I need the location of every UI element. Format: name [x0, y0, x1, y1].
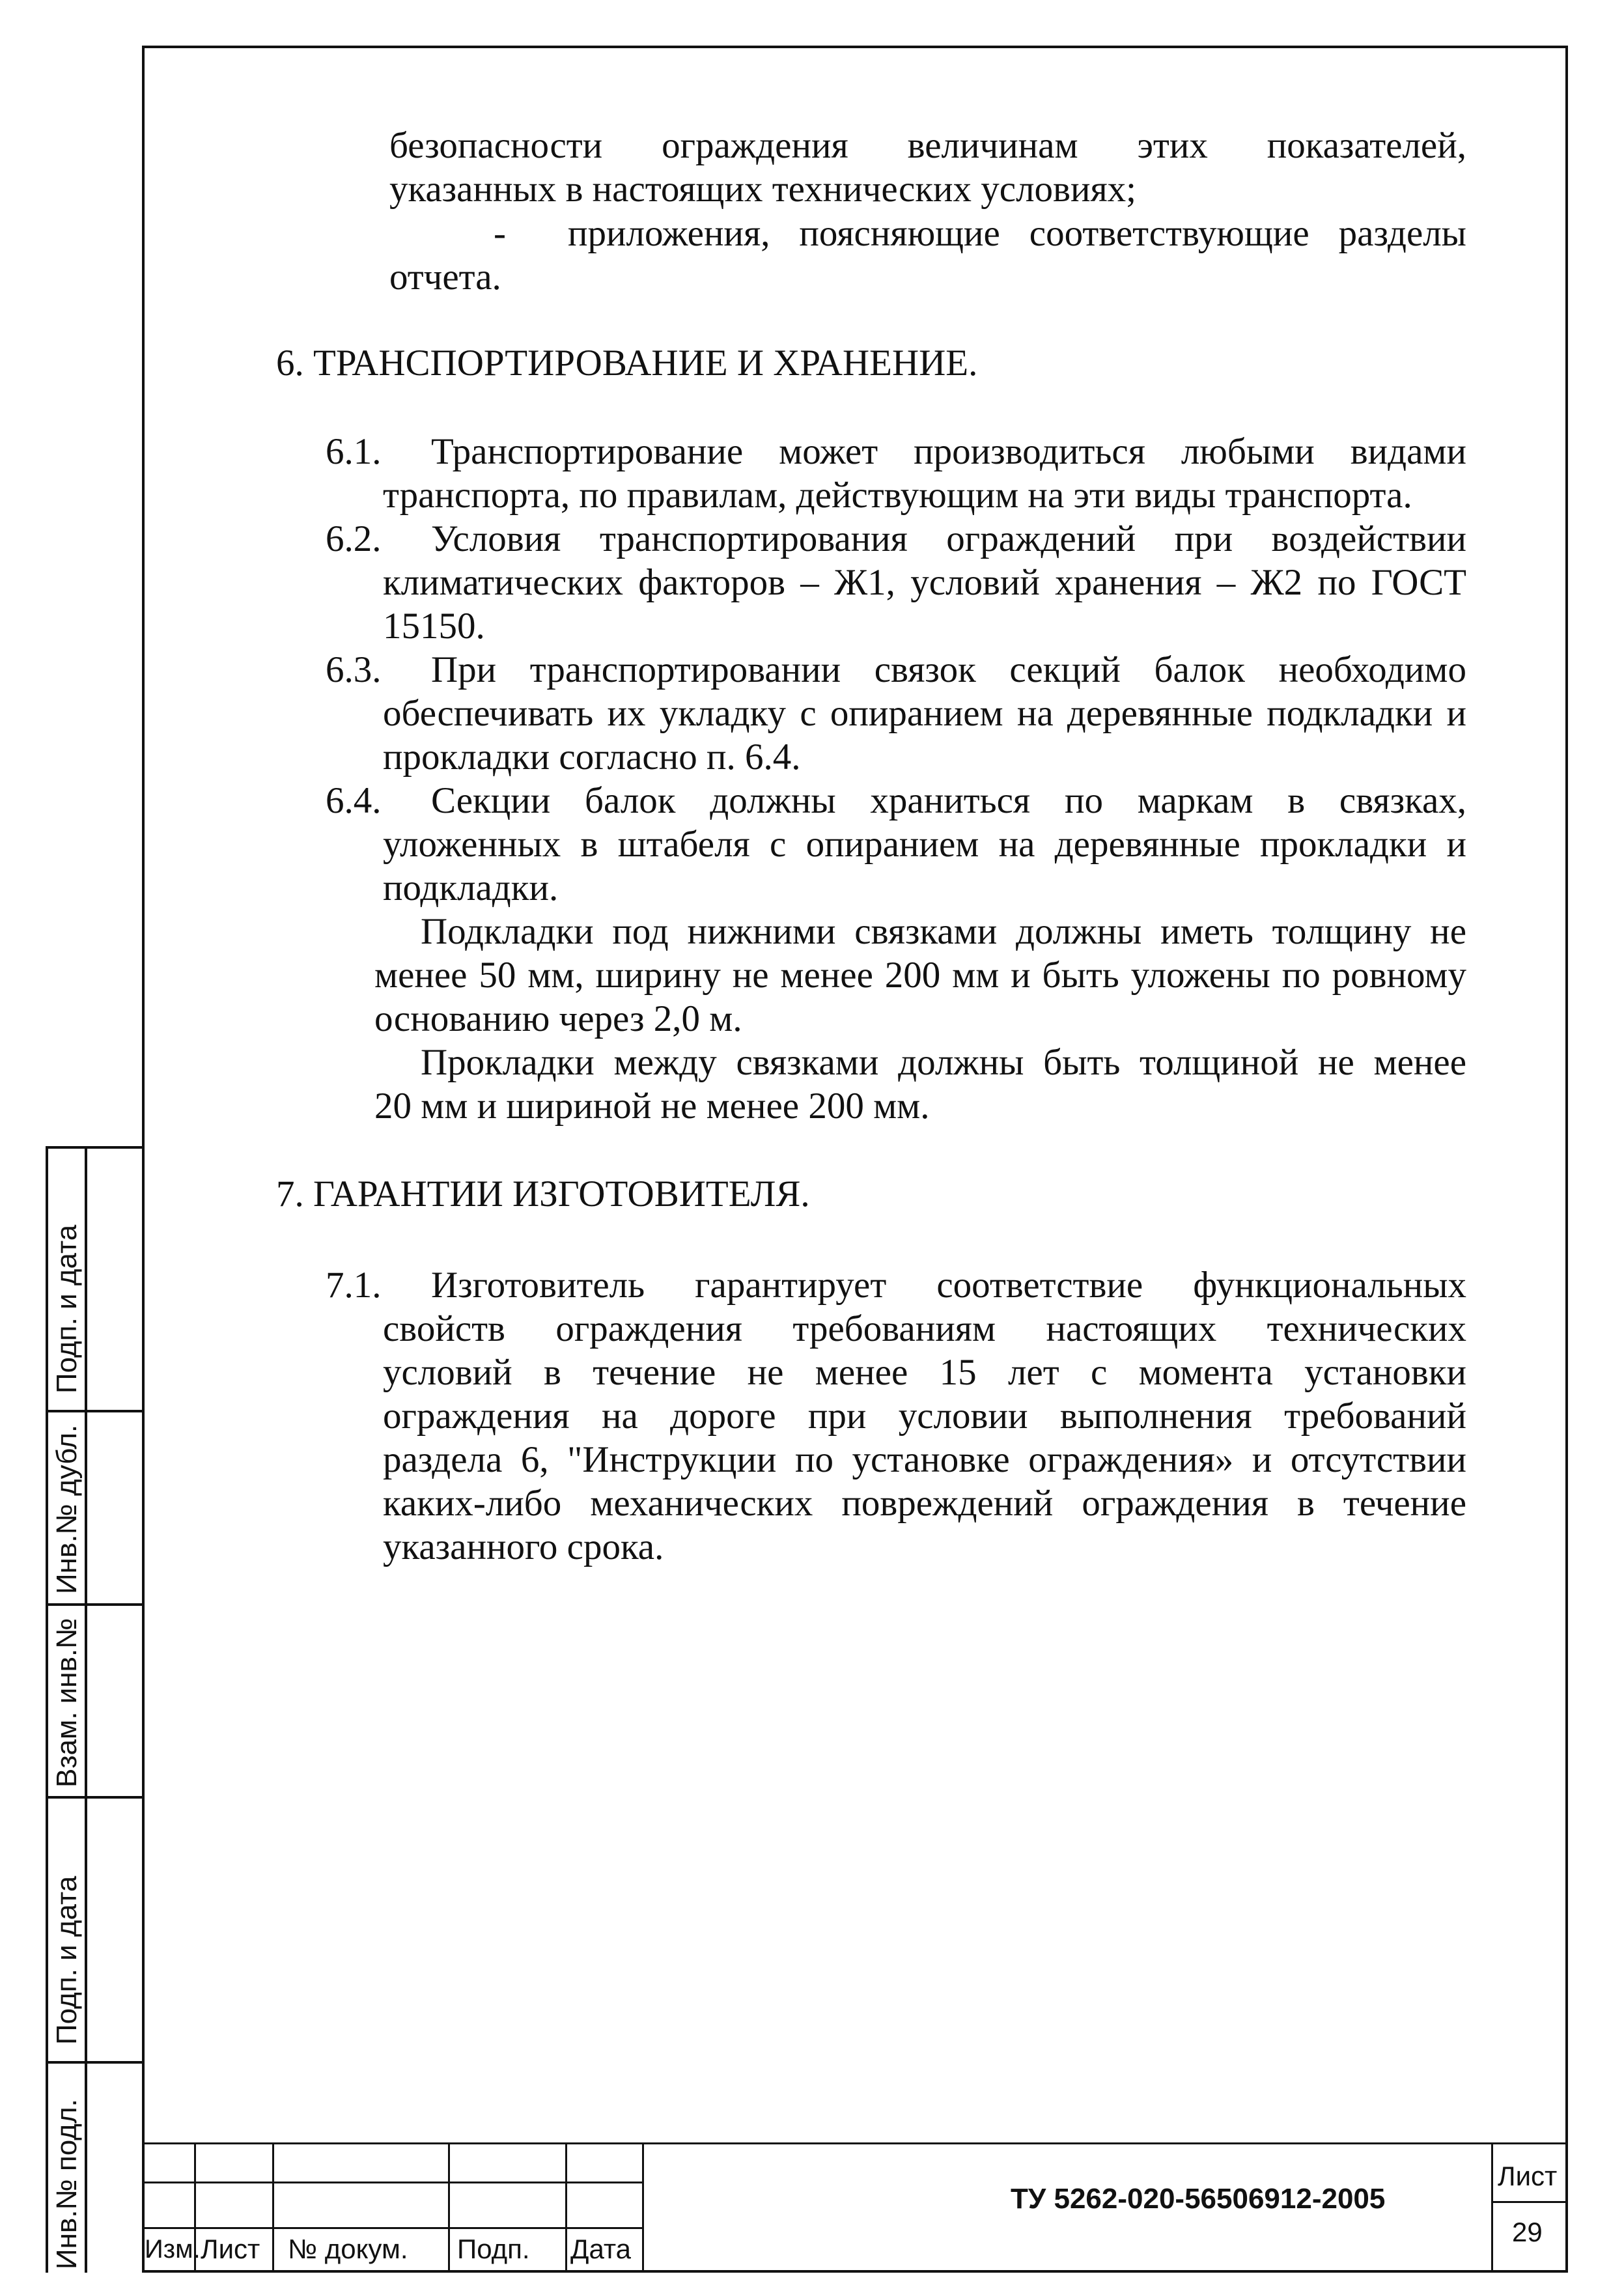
intro-line-1 [389, 124, 1466, 167]
para-6-3-num: 6.3. [326, 649, 382, 690]
para-line: обеспечивать их укладку с опиранием на деревянные подкладки и [383, 693, 1466, 734]
tb-line [142, 2227, 643, 2229]
intro-word: показателей, [1267, 125, 1466, 166]
bullet-word: разделы [1338, 213, 1466, 254]
bullet-word: соответствующие [1029, 213, 1309, 254]
para-6-4-num: 6.4. [326, 780, 382, 821]
side-stamp-divider [46, 2061, 142, 2064]
side-stamp-divider [46, 1796, 142, 1799]
tb-line [448, 2142, 450, 2273]
para-line: ограждения на дороге при условии выполнения требований [383, 1396, 1466, 1437]
para-7-1 [383, 1263, 1466, 1569]
intro-word: ограждения [662, 125, 848, 166]
tb-line [272, 2142, 274, 2273]
intro-word: величинам [907, 125, 1078, 166]
intro-bullet-dash: - [494, 213, 506, 254]
para-line: менее 50 мм, ширину не менее 200 мм и быть уложены по ровному [374, 955, 1466, 996]
side-label-inv-podl: Инв.№ подл. [51, 2099, 83, 2269]
para-6-4-note-1 [374, 910, 1466, 1041]
para-line: раздела 6, "Инструкции по установке ограждения» и отсутствии [383, 1439, 1466, 1480]
intro-word: этих [1137, 125, 1208, 166]
para-6-1-num: 6.1. [326, 431, 382, 472]
side-label-inv-dubl: Инв.№ дубл. [51, 1424, 83, 1594]
intro-line-2: указанных в настоящих технических условиях; [389, 169, 1137, 210]
tb-label-dokum: № докум. [288, 2234, 408, 2264]
para-line: подкладки. [383, 867, 559, 908]
side-stamp-divider [46, 1146, 142, 1149]
bullet-word: поясняющие [799, 213, 1000, 254]
para-6-1 [383, 430, 1466, 517]
para-line: Подкладки под нижними связками должны иметь толщину не [421, 911, 1466, 952]
para-line: прокладки согласно п. 6.4. [383, 737, 801, 778]
para-line: Условия транспортирования ограждений при воздействии [431, 518, 1466, 559]
tb-line [1491, 2201, 1568, 2203]
tb-line [642, 2142, 644, 2273]
para-6-2-num: 6.2. [326, 518, 382, 559]
tb-line [142, 2142, 1568, 2144]
para-line: 15150. [383, 606, 485, 647]
tb-label-izm: Изм. [145, 2235, 201, 2264]
tb-label-data: Дата [570, 2234, 632, 2264]
para-line: каких-либо механических повреждений ограждения в течение [383, 1483, 1466, 1524]
para-6-3 [383, 648, 1466, 779]
tb-line [142, 2182, 643, 2183]
side-label-podp-data-2: Подп. и дата [51, 1875, 83, 2045]
tb-line [565, 2142, 567, 2273]
para-line: свойств ограждения требованиям настоящих технических [383, 1308, 1466, 1349]
tb-label-list: Лист [201, 2234, 260, 2264]
document-number: ТУ 5262-020-56506912-2005 [1011, 2183, 1386, 2215]
para-line: транспорта, по правилам, действующим на эти виды транспорта. [383, 475, 1412, 516]
sheet-number: 29 [1512, 2217, 1543, 2247]
sheet-label: Лист [1498, 2161, 1558, 2191]
side-stamp-divider [46, 1603, 142, 1606]
para-line: основанию через 2,0 м. [374, 998, 742, 1039]
para-line: уложенных в штабеля с опиранием на деревянные прокладки и [383, 824, 1466, 865]
para-line: Прокладки между связками должны быть толщиной не менее [421, 1042, 1466, 1083]
intro-word: безопасности [389, 125, 603, 166]
para-line: Изготовитель гарантирует соответствие функциональных [431, 1265, 1466, 1306]
para-line: Транспортирование может производиться любыми видами [431, 431, 1466, 472]
para-line: климатических факторов – Ж1, условий хранения – Ж2 по ГОСТ [383, 562, 1466, 603]
bullet-word: приложения, [568, 213, 770, 254]
tb-label-podp: Подп. [457, 2234, 530, 2264]
para-line: Секции балок должны храниться по маркам в связках, [431, 780, 1466, 821]
side-label-vzam-inv: Взам. инв.№ [51, 1618, 83, 1788]
intro-bullet-line [568, 212, 1466, 255]
para-line: условий в течение не менее 15 лет с момента установки [383, 1352, 1466, 1393]
section-7-heading: 7. ГАРАНТИИ ИЗГОТОВИТЕЛЯ. [276, 1173, 810, 1214]
para-line: 20 мм и шириной не менее 200 мм. [374, 1086, 930, 1127]
intro-bullet-cont: отчета. [389, 257, 501, 298]
para-7-1-num: 7.1. [326, 1265, 382, 1306]
para-6-4 [383, 779, 1466, 910]
side-label-podp-data-1: Подп. и дата [51, 1224, 83, 1394]
para-6-4-note-2 [374, 1041, 1466, 1128]
para-line: При транспортировании связок секций балок необходимо [431, 649, 1466, 690]
tb-line [1491, 2142, 1493, 2273]
para-6-2 [383, 517, 1466, 648]
section-6-heading: 6. ТРАНСПОРТИРОВАНИЕ И ХРАНЕНИЕ. [276, 343, 978, 384]
side-stamp-divider [46, 1410, 142, 1412]
para-line: указанного срока. [383, 1526, 664, 1567]
side-stamp-inner-line [85, 1146, 87, 2273]
